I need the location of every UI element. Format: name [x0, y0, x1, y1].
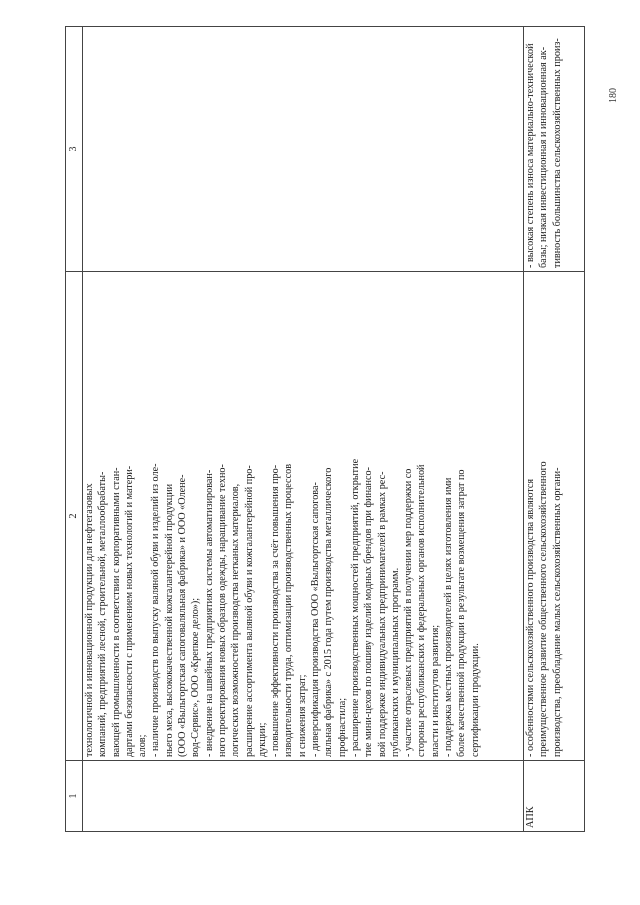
cell-text-line: ного проектирования новых образцов одежды, наращивание техно- [216, 464, 228, 757]
cell-text-line: технологичной и инновационной продукции для нефтегазовых [84, 483, 95, 757]
cell-text-line: - повышение эффективности производства за счёт повышения про- [270, 464, 282, 757]
cell-text-line: - диверсификация производства ООО «Выльгортская сапогова- [310, 482, 322, 757]
cell-text-line: ляльная фабрика» с 2015 года путем производства металлического [323, 467, 335, 757]
cell-text-line: публиканских и муниципальных программ. [389, 567, 401, 757]
cell-text-line: компаний, предприятий лесной, строительной, металлообрабаты- [97, 471, 109, 757]
cell-text-line: дартами безопасности с применением новых технологий и матери- [123, 465, 135, 757]
data-table [65, 26, 585, 832]
cell-text-line: - расширение производственных мощностей предприятий, открытие [349, 458, 361, 757]
cell-text-line: вающей промышленности в соответствии с корпоративными стан- [110, 467, 122, 757]
cell-text-line: - высокая степень износа материально-технической [525, 43, 536, 268]
cell-text-line: профнастила; [336, 697, 348, 757]
cell-text-line: власти и институтов развития; [429, 624, 441, 757]
cell-text-line: и снижения затрат; [296, 674, 308, 757]
col-header-3: 3 [66, 27, 83, 272]
table-row [524, 27, 585, 832]
cell-text-line: вод-Сервис», ООО «Крепкое дело»); [190, 597, 202, 757]
cell-text-line: ньего меха, высококачественной кожгалантерейной продукции [163, 483, 175, 757]
cell-sector: АПК [524, 761, 585, 832]
cell-weaknesses [524, 27, 585, 272]
cell-text-line: тие мини-цехов по пошиву изделий модных брендов при финансо- [363, 466, 375, 757]
cell-text-line: вой поддержке индивидуальных предпринимателей в рамках рес- [376, 471, 388, 757]
header-row [66, 27, 83, 832]
cell-text-line: расширение ассортимента валяной обуви и кожгалантерейной про- [243, 465, 255, 757]
cell-text-line: сертификации продукции. [469, 643, 481, 757]
cell-text-line: логических возможностей производства нетканых материалов, [230, 483, 242, 757]
cell-text-line: - наличие производств по выпуску валяной обуви и изделий из оле- [150, 463, 162, 757]
cell-text-line: изводительности труда, оптимизации производственных процессов [283, 464, 295, 757]
cell-text-line: стороны республиканских и федеральных органов исполнительной [416, 464, 428, 757]
cell-text-line: преимущественное развитие общественного сельскохозяйственного [538, 461, 550, 757]
cell-text-line: - поддержка местных производителей в целях изготовления ими [443, 477, 455, 757]
table-row [83, 27, 524, 832]
cell-text-line: - внедрение на швейных предприятиях системы автоматизирован- [203, 469, 215, 757]
cell-weaknesses [83, 27, 524, 272]
cell-text-line: производства, преобладание малых сельскохозяйственных органи- [551, 467, 563, 757]
cell-text-line: - участие отраслевых предприятий в получении мер поддержки со [403, 468, 415, 757]
page-number: 180 [608, 88, 619, 103]
cell-text-line: базы; низкая инвестиционная и инновационная ак- [538, 46, 550, 268]
col-header-1: 1 [66, 761, 83, 832]
cell-text-line: (ООО «Выльгортская сапоговаляльная фабрика» и ООО «Олене- [177, 474, 189, 757]
rotated-table-container [65, 36, 585, 832]
cell-strengths [83, 272, 524, 761]
cell-text-line: - особенностями сельскохозяйственного производства являются [525, 478, 536, 757]
cell-text-line: алов; [137, 734, 149, 757]
cell-text-line: более качественной продукции в результате возмещения затрат по [456, 469, 468, 757]
col-header-2: 2 [66, 272, 83, 761]
cell-text-line: дукции; [256, 722, 268, 757]
cell-text-line: тивность большинства сельскохозяйственных произ- [551, 38, 563, 268]
cell-strengths [524, 272, 585, 761]
cell-sector [83, 761, 524, 832]
